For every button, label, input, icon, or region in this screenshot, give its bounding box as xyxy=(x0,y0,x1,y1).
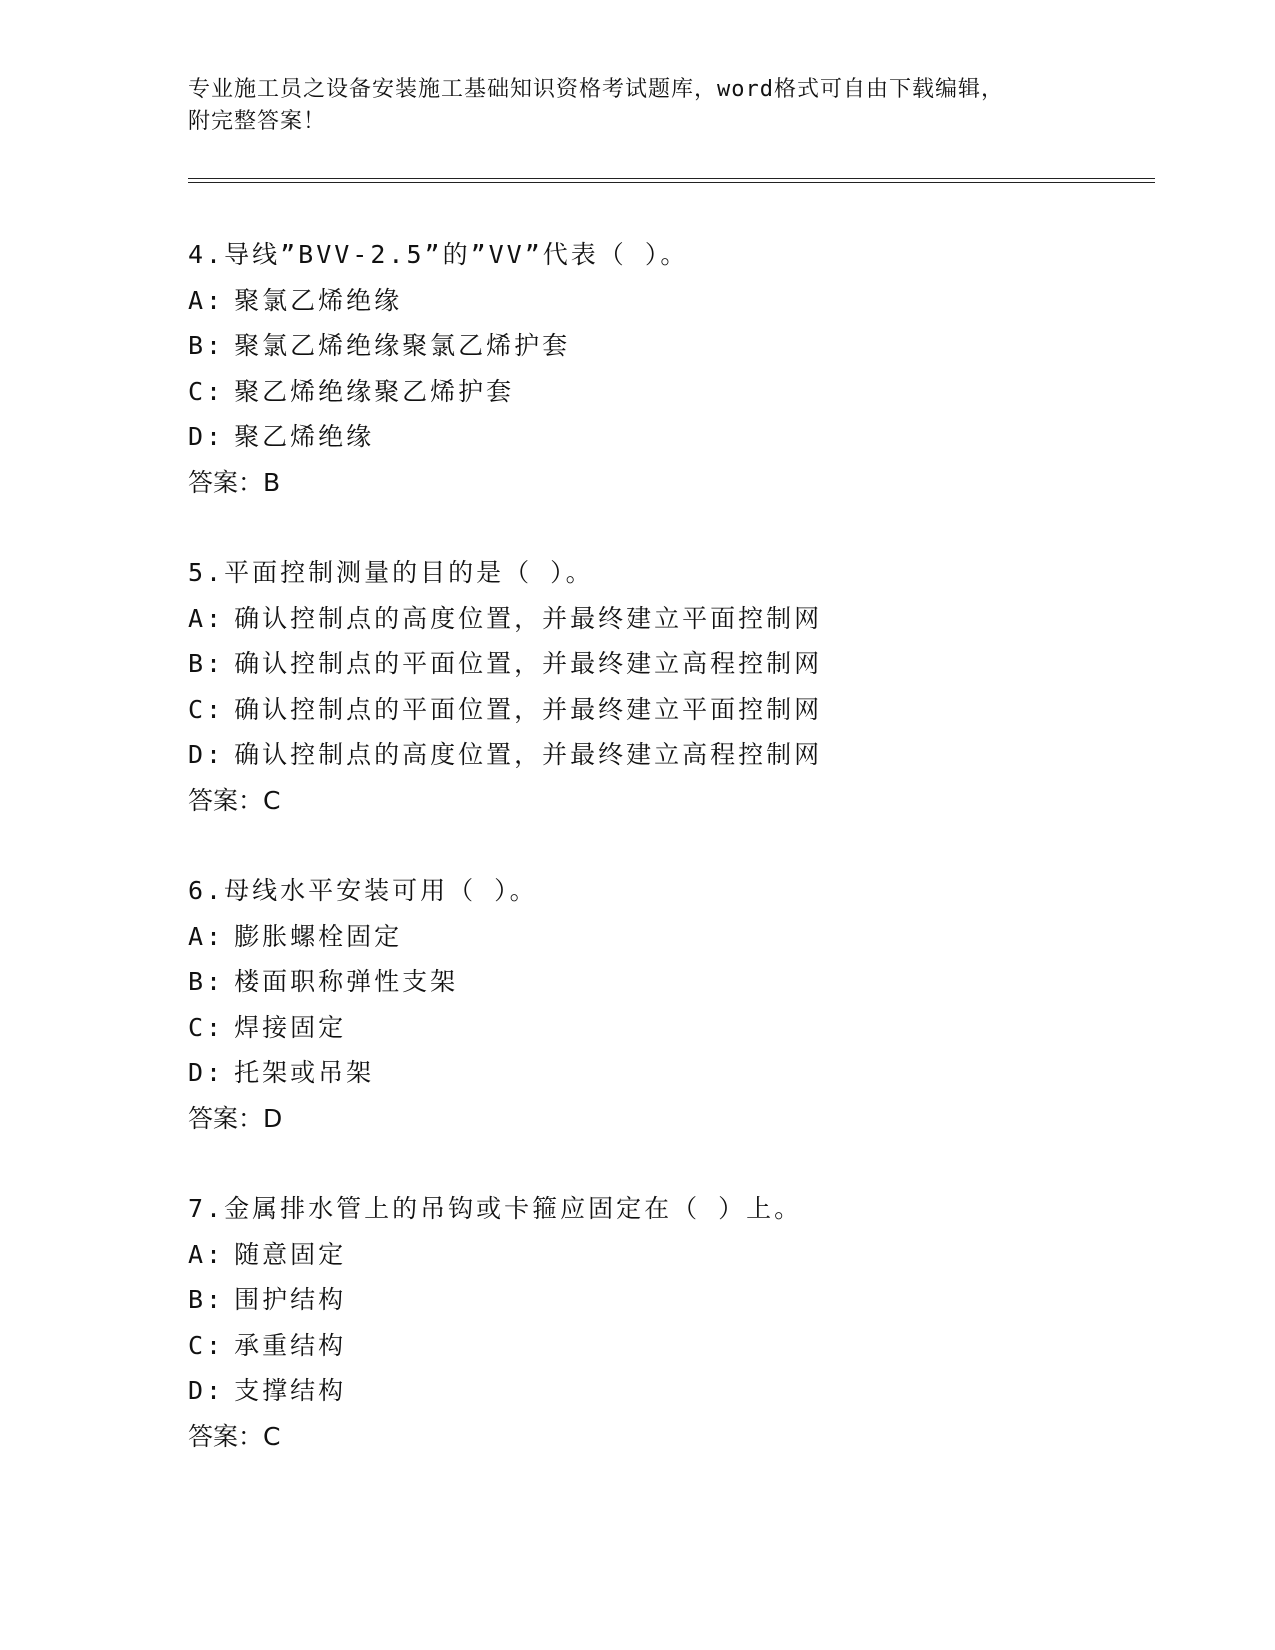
option-letter: B: xyxy=(188,967,225,996)
answer-line: 答案：C xyxy=(188,1421,281,1451)
option-a xyxy=(188,596,1148,642)
option-text: 随意固定 xyxy=(234,1239,347,1269)
question-7 xyxy=(188,1186,1148,1459)
option-letter: A: xyxy=(188,603,225,633)
option-d xyxy=(188,732,1148,778)
option-text: 支撑结构 xyxy=(234,1376,347,1405)
header-divider-top xyxy=(188,178,1155,179)
option-text: 聚乙烯绝缘 xyxy=(234,422,375,451)
option-c xyxy=(188,687,1148,733)
option-letter: D: xyxy=(188,1376,225,1405)
header-line-1: 专业施工员之设备安装施工基础知识资格考试题库，word格式可自由下载编辑， xyxy=(188,77,1004,102)
option-text: 聚乙烯绝缘聚乙烯护套 xyxy=(234,376,515,406)
option-letter: A: xyxy=(188,285,225,315)
question-5 xyxy=(188,550,1148,823)
option-c xyxy=(188,1005,1148,1051)
option-text: 聚氯乙烯绝缘 xyxy=(234,285,403,315)
option-letter: D: xyxy=(188,422,225,451)
question-list xyxy=(188,232,1148,1504)
option-text: 确认控制点的高度位置，并最终建立平面控制网 xyxy=(234,603,823,633)
option-d xyxy=(188,414,1148,460)
option-b xyxy=(188,1277,1148,1323)
answer-line: 答案：D xyxy=(188,1103,283,1133)
option-letter: C: xyxy=(188,376,225,406)
option-letter: C: xyxy=(188,1330,225,1360)
option-text: 围护结构 xyxy=(234,1285,347,1314)
option-text: 焊接固定 xyxy=(234,1012,347,1042)
answer-line: 答案：B xyxy=(188,467,281,497)
option-text: 确认控制点的平面位置，并最终建立高程控制网 xyxy=(234,649,823,678)
option-b xyxy=(188,323,1148,369)
option-b xyxy=(188,641,1148,687)
option-text: 托架或吊架 xyxy=(234,1058,375,1087)
answer-line: 答案：C xyxy=(188,785,281,815)
option-c xyxy=(188,369,1148,415)
question-6 xyxy=(188,868,1148,1141)
option-b xyxy=(188,959,1148,1005)
option-text: 膨胀螺栓固定 xyxy=(234,921,403,951)
option-letter: B: xyxy=(188,1285,225,1314)
option-letter: C: xyxy=(188,694,225,724)
header-divider-bottom xyxy=(188,182,1155,183)
option-a xyxy=(188,278,1148,324)
option-d xyxy=(188,1368,1148,1414)
option-text: 承重结构 xyxy=(234,1330,347,1360)
option-letter: C: xyxy=(188,1012,225,1042)
option-letter: D: xyxy=(188,1058,225,1087)
option-a xyxy=(188,914,1148,960)
document-header xyxy=(188,74,1088,138)
question-stem: 5.平面控制测量的目的是（ ）。 xyxy=(188,558,594,587)
option-text: 确认控制点的高度位置，并最终建立高程控制网 xyxy=(234,740,823,769)
option-letter: A: xyxy=(188,921,225,951)
option-text: 确认控制点的平面位置，并最终建立平面控制网 xyxy=(234,694,823,724)
option-text: 楼面职称弹性支架 xyxy=(234,967,459,996)
option-letter: B: xyxy=(188,331,225,360)
option-a xyxy=(188,1232,1148,1278)
option-letter: A: xyxy=(188,1239,225,1269)
option-letter: B: xyxy=(188,649,225,678)
option-c xyxy=(188,1323,1148,1369)
option-letter: D: xyxy=(188,740,225,769)
option-text: 聚氯乙烯绝缘聚氯乙烯护套 xyxy=(234,331,571,360)
question-stem: 6.母线水平安装可用（ ）。 xyxy=(188,876,538,905)
question-4 xyxy=(188,232,1148,505)
option-d xyxy=(188,1050,1148,1096)
question-stem: 4.导线”BVV-2.5”的”VV”代表（ ）。 xyxy=(188,240,689,269)
question-stem: 7.金属排水管上的吊钩或卡箍应固定在（ ）上。 xyxy=(188,1194,803,1223)
header-line-2: 附完整答案！ xyxy=(188,109,327,134)
